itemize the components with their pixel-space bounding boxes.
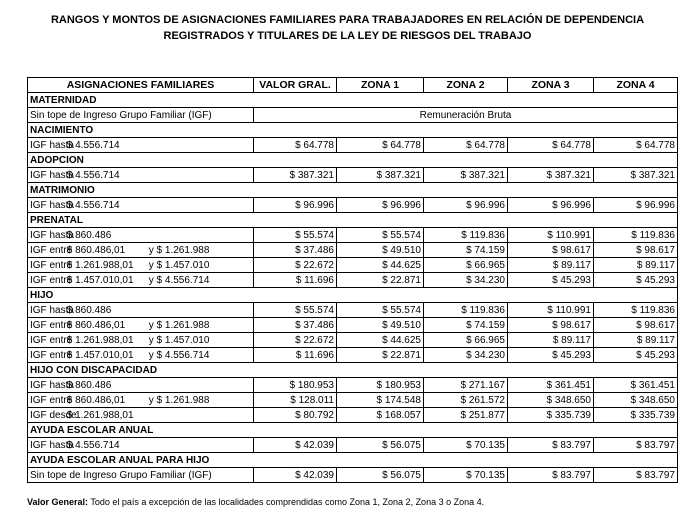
row-label (28, 138, 254, 153)
range-from: $ 1.457.010,01 (66, 274, 134, 286)
range-type: IGF entre (30, 334, 73, 346)
amount-zona-1: $ 56.075 (337, 468, 424, 483)
range-from: $ 1.261.988,01 (66, 334, 134, 346)
amount-zona-4: $ 64.778 (594, 138, 678, 153)
allowances-table (27, 77, 678, 483)
amount-zona-2: $ 271.167 (424, 378, 508, 393)
amount-zona-2: $ 387.321 (424, 168, 508, 183)
table-body (28, 93, 678, 483)
amount-zona-1: $ 56.075 (337, 438, 424, 453)
row-label (28, 393, 254, 408)
range-from: $ 860.486 (66, 379, 112, 391)
amount-zona-4: $ 89.117 (594, 333, 678, 348)
range-type: IGF hasta (30, 439, 74, 451)
row-label (28, 333, 254, 348)
range-type: IGF desde (30, 409, 77, 421)
row-label (28, 273, 254, 288)
range-from: $ 4.556.714 (66, 439, 120, 451)
row-label (28, 318, 254, 333)
range-to: y $ 4.556.714 (148, 349, 210, 361)
section-maternidad (28, 93, 678, 108)
amount-valor-gral: $ 55.574 (254, 303, 337, 318)
amount-zona-3: $ 45.293 (508, 273, 594, 288)
range-type: IGF entre (30, 244, 73, 256)
table-row (28, 198, 678, 213)
amount-zona-3: $ 83.797 (508, 438, 594, 453)
amount-zona-3: $ 387.321 (508, 168, 594, 183)
amount-zona-1: $ 44.625 (337, 333, 424, 348)
amount-zona-3: $ 89.117 (508, 333, 594, 348)
amount-zona-3: $ 348.650 (508, 393, 594, 408)
section-ayuda-escolar (28, 423, 678, 438)
income-range (30, 274, 209, 287)
range-from: $ 4.556.714 (66, 199, 120, 211)
amount-zona-1: $ 49.510 (337, 318, 424, 333)
amount-zona-4: $ 119.836 (594, 228, 678, 243)
range-from: $ 860.486,01 (66, 319, 126, 331)
section-title: PRENATAL (28, 213, 678, 228)
income-range (30, 259, 209, 272)
footer-text: Todo el país a excepción de las localidades comprendidas como Zona 1, Zona 2, Zona 3 o Zona 4. (88, 497, 485, 507)
range-from: $ 1.261.988,01 (66, 409, 134, 421)
income-range (30, 139, 149, 152)
income-range (30, 244, 209, 257)
section-title: AYUDA ESCOLAR ANUAL (28, 423, 678, 438)
range-type: IGF entre (30, 274, 73, 286)
row-label (28, 438, 254, 453)
amount-zona-1: $ 22.871 (337, 273, 424, 288)
amount-zona-1: $ 174.548 (337, 393, 424, 408)
range-type: IGF entre (30, 394, 73, 406)
amount-zona-4: $ 83.797 (594, 438, 678, 453)
header-asignaciones: ASIGNACIONES FAMILIARES (28, 78, 254, 93)
amount-zona-2: $ 66.965 (424, 258, 508, 273)
amount-zona-3: $ 89.117 (508, 258, 594, 273)
range-from: $ 4.556.714 (66, 139, 120, 151)
section-matrimonio (28, 183, 678, 198)
amount-zona-2: $ 34.230 (424, 273, 508, 288)
range-from: $ 1.261.988,01 (66, 259, 134, 271)
section-title: AYUDA ESCOLAR ANUAL PARA HIJO (28, 453, 678, 468)
income-range (30, 169, 149, 182)
amount-zona-2: $ 119.836 (424, 303, 508, 318)
row-label (28, 303, 254, 318)
amount-valor-gral: $ 11.696 (254, 273, 337, 288)
section-prenatal (28, 213, 678, 228)
amount-zona-3: $ 96.996 (508, 198, 594, 213)
amount-zona-4: $ 98.617 (594, 318, 678, 333)
range-from: $ 860.486,01 (66, 244, 126, 256)
table-row (28, 393, 678, 408)
range-to: y $ 1.457.010 (148, 334, 210, 346)
amount-zona-4: $ 45.293 (594, 273, 678, 288)
row-label: Sin tope de Ingreso Grupo Familiar (IGF) (28, 468, 254, 483)
income-range (30, 304, 149, 317)
section-adopcion (28, 153, 678, 168)
range-type: IGF hasta (30, 139, 74, 151)
range-to: y $ 1.261.988 (148, 394, 210, 406)
document-title (0, 12, 695, 44)
range-type: IGF entre (30, 349, 73, 361)
range-type: IGF entre (30, 319, 73, 331)
income-range (30, 379, 149, 392)
amount-zona-2: $ 64.778 (424, 138, 508, 153)
amount-zona-4: $ 387.321 (594, 168, 678, 183)
amount-valor-gral: $ 11.696 (254, 348, 337, 363)
section-hijo-discapacidad (28, 363, 678, 378)
income-range (30, 439, 149, 452)
amount-zona-3: $ 335.739 (508, 408, 594, 423)
income-range (30, 334, 209, 347)
amount-zona-1: $ 22.871 (337, 348, 424, 363)
income-range (30, 349, 209, 362)
title-line-1: RANGOS Y MONTOS DE ASIGNACIONES FAMILIARES PARA TRABAJADORES EN RELACIÓN DE DEPENDENCIA (50, 14, 645, 26)
range-type: IGF entre (30, 259, 73, 271)
table-row (28, 438, 678, 453)
amount-zona-2: $ 74.159 (424, 318, 508, 333)
range-type: IGF hasta (30, 229, 74, 241)
amount-valor-gral: $ 128.011 (254, 393, 337, 408)
amount-zona-1: $ 55.574 (337, 303, 424, 318)
header-row (28, 78, 678, 93)
amount-zona-2: $ 251.877 (424, 408, 508, 423)
table-row (28, 318, 678, 333)
section-title: MATRIMONIO (28, 183, 678, 198)
table-row (28, 408, 678, 423)
table-row (28, 378, 678, 393)
amount-zona-4: $ 83.797 (594, 468, 678, 483)
amount-zona-1: $ 49.510 (337, 243, 424, 258)
range-from: $ 4.556.714 (66, 169, 120, 181)
income-range (30, 229, 149, 242)
amount-valor-gral: $ 22.672 (254, 258, 337, 273)
amount-zona-2: $ 119.836 (424, 228, 508, 243)
row-label (28, 408, 254, 423)
income-range (30, 409, 149, 422)
row-label (28, 228, 254, 243)
amount-valor-gral: $ 37.486 (254, 318, 337, 333)
amount-zona-3: $ 98.617 (508, 243, 594, 258)
range-from: $ 860.486,01 (66, 394, 126, 406)
header-zona-1: ZONA 1 (337, 78, 424, 93)
row-label (28, 198, 254, 213)
amount-zona-1: $ 55.574 (337, 228, 424, 243)
amount-valor-gral: $ 55.574 (254, 228, 337, 243)
row-label (28, 168, 254, 183)
amount-zona-4: $ 96.996 (594, 198, 678, 213)
range-to: y $ 1.457.010 (148, 259, 210, 271)
footer-note (27, 497, 484, 507)
amount-zona-1: $ 64.778 (337, 138, 424, 153)
table-row (28, 348, 678, 363)
range-from: $ 1.457.010,01 (66, 349, 134, 361)
section-title: HIJO (28, 288, 678, 303)
amount-zona-1: $ 180.953 (337, 378, 424, 393)
amount-zona-3: $ 110.991 (508, 303, 594, 318)
amount-zona-1: $ 387.321 (337, 168, 424, 183)
income-range (30, 394, 209, 407)
amount-valor-gral: $ 96.996 (254, 198, 337, 213)
range-type: IGF hasta (30, 199, 74, 211)
amount-zona-4: $ 45.293 (594, 348, 678, 363)
table-row (28, 138, 678, 153)
amount-zona-4: $ 119.836 (594, 303, 678, 318)
section-nacimiento (28, 123, 678, 138)
amount-zona-1: $ 168.057 (337, 408, 424, 423)
amount-zona-4: $ 348.650 (594, 393, 678, 408)
amount-zona-2: $ 70.135 (424, 468, 508, 483)
header-zona-2: ZONA 2 (424, 78, 508, 93)
title-line-2: REGISTRADOS Y TITULARES DE LA LEY DE RIESGOS DEL TRABAJO (163, 30, 532, 42)
amount-zona-3: $ 110.991 (508, 228, 594, 243)
amount-valor-gral: $ 180.953 (254, 378, 337, 393)
row-label (28, 378, 254, 393)
header-valor-gral: VALOR GRAL. (254, 78, 337, 93)
range-to: y $ 4.556.714 (148, 274, 210, 286)
range-to: y $ 1.261.988 (148, 319, 210, 331)
range-from: $ 860.486 (66, 229, 112, 241)
header-zona-3: ZONA 3 (508, 78, 594, 93)
amount-zona-1: $ 44.625 (337, 258, 424, 273)
row-label: Sin tope de Ingreso Grupo Familiar (IGF) (28, 108, 254, 123)
table-row (28, 243, 678, 258)
amount-zona-3: $ 98.617 (508, 318, 594, 333)
row-label (28, 348, 254, 363)
income-range (30, 319, 209, 332)
section-hijo (28, 288, 678, 303)
amount-zona-4: $ 89.117 (594, 258, 678, 273)
table-row (28, 258, 678, 273)
amount-zona-1: $ 96.996 (337, 198, 424, 213)
amount-zona-2: $ 74.159 (424, 243, 508, 258)
amount-valor-gral: $ 80.792 (254, 408, 337, 423)
table-row (28, 333, 678, 348)
section-ayuda-escolar-hijo (28, 453, 678, 468)
amount-valor-gral: $ 387.321 (254, 168, 337, 183)
amount-zona-4: $ 361.451 (594, 378, 678, 393)
range-type: IGF hasta (30, 379, 74, 391)
header-zona-4: ZONA 4 (594, 78, 678, 93)
range-from: $ 860.486 (66, 304, 112, 316)
amount-zona-4: $ 335.739 (594, 408, 678, 423)
row-label (28, 258, 254, 273)
amount-zona-4: $ 98.617 (594, 243, 678, 258)
table-row (28, 108, 678, 123)
range-type: IGF hasta (30, 304, 74, 316)
range-type: IGF hasta (30, 169, 74, 181)
amount-zona-2: $ 70.135 (424, 438, 508, 453)
row-label (28, 243, 254, 258)
amount-zona-2: $ 66.965 (424, 333, 508, 348)
income-range (30, 199, 149, 212)
table-row (28, 168, 678, 183)
range-to: y $ 1.261.988 (148, 244, 210, 256)
table-row (28, 468, 678, 483)
footer-bold: Valor General: (27, 497, 89, 507)
amount-zona-3: $ 361.451 (508, 378, 594, 393)
amount-zona-2: $ 34.230 (424, 348, 508, 363)
amount-zona-2: $ 96.996 (424, 198, 508, 213)
section-title: MATERNIDAD (28, 93, 678, 108)
amount-zona-2: $ 261.572 (424, 393, 508, 408)
remuneracion-note: Remuneración Bruta (254, 108, 678, 123)
section-title: NACIMIENTO (28, 123, 678, 138)
amount-valor-gral: $ 64.778 (254, 138, 337, 153)
amount-valor-gral: $ 42.039 (254, 468, 337, 483)
amount-valor-gral: $ 22.672 (254, 333, 337, 348)
amount-valor-gral: $ 37.486 (254, 243, 337, 258)
section-title: ADOPCION (28, 153, 678, 168)
amount-zona-3: $ 45.293 (508, 348, 594, 363)
table-row (28, 228, 678, 243)
table-row (28, 273, 678, 288)
amount-zona-3: $ 64.778 (508, 138, 594, 153)
section-title: HIJO CON DISCAPACIDAD (28, 363, 678, 378)
amount-zona-3: $ 83.797 (508, 468, 594, 483)
table-row (28, 303, 678, 318)
amount-valor-gral: $ 42.039 (254, 438, 337, 453)
